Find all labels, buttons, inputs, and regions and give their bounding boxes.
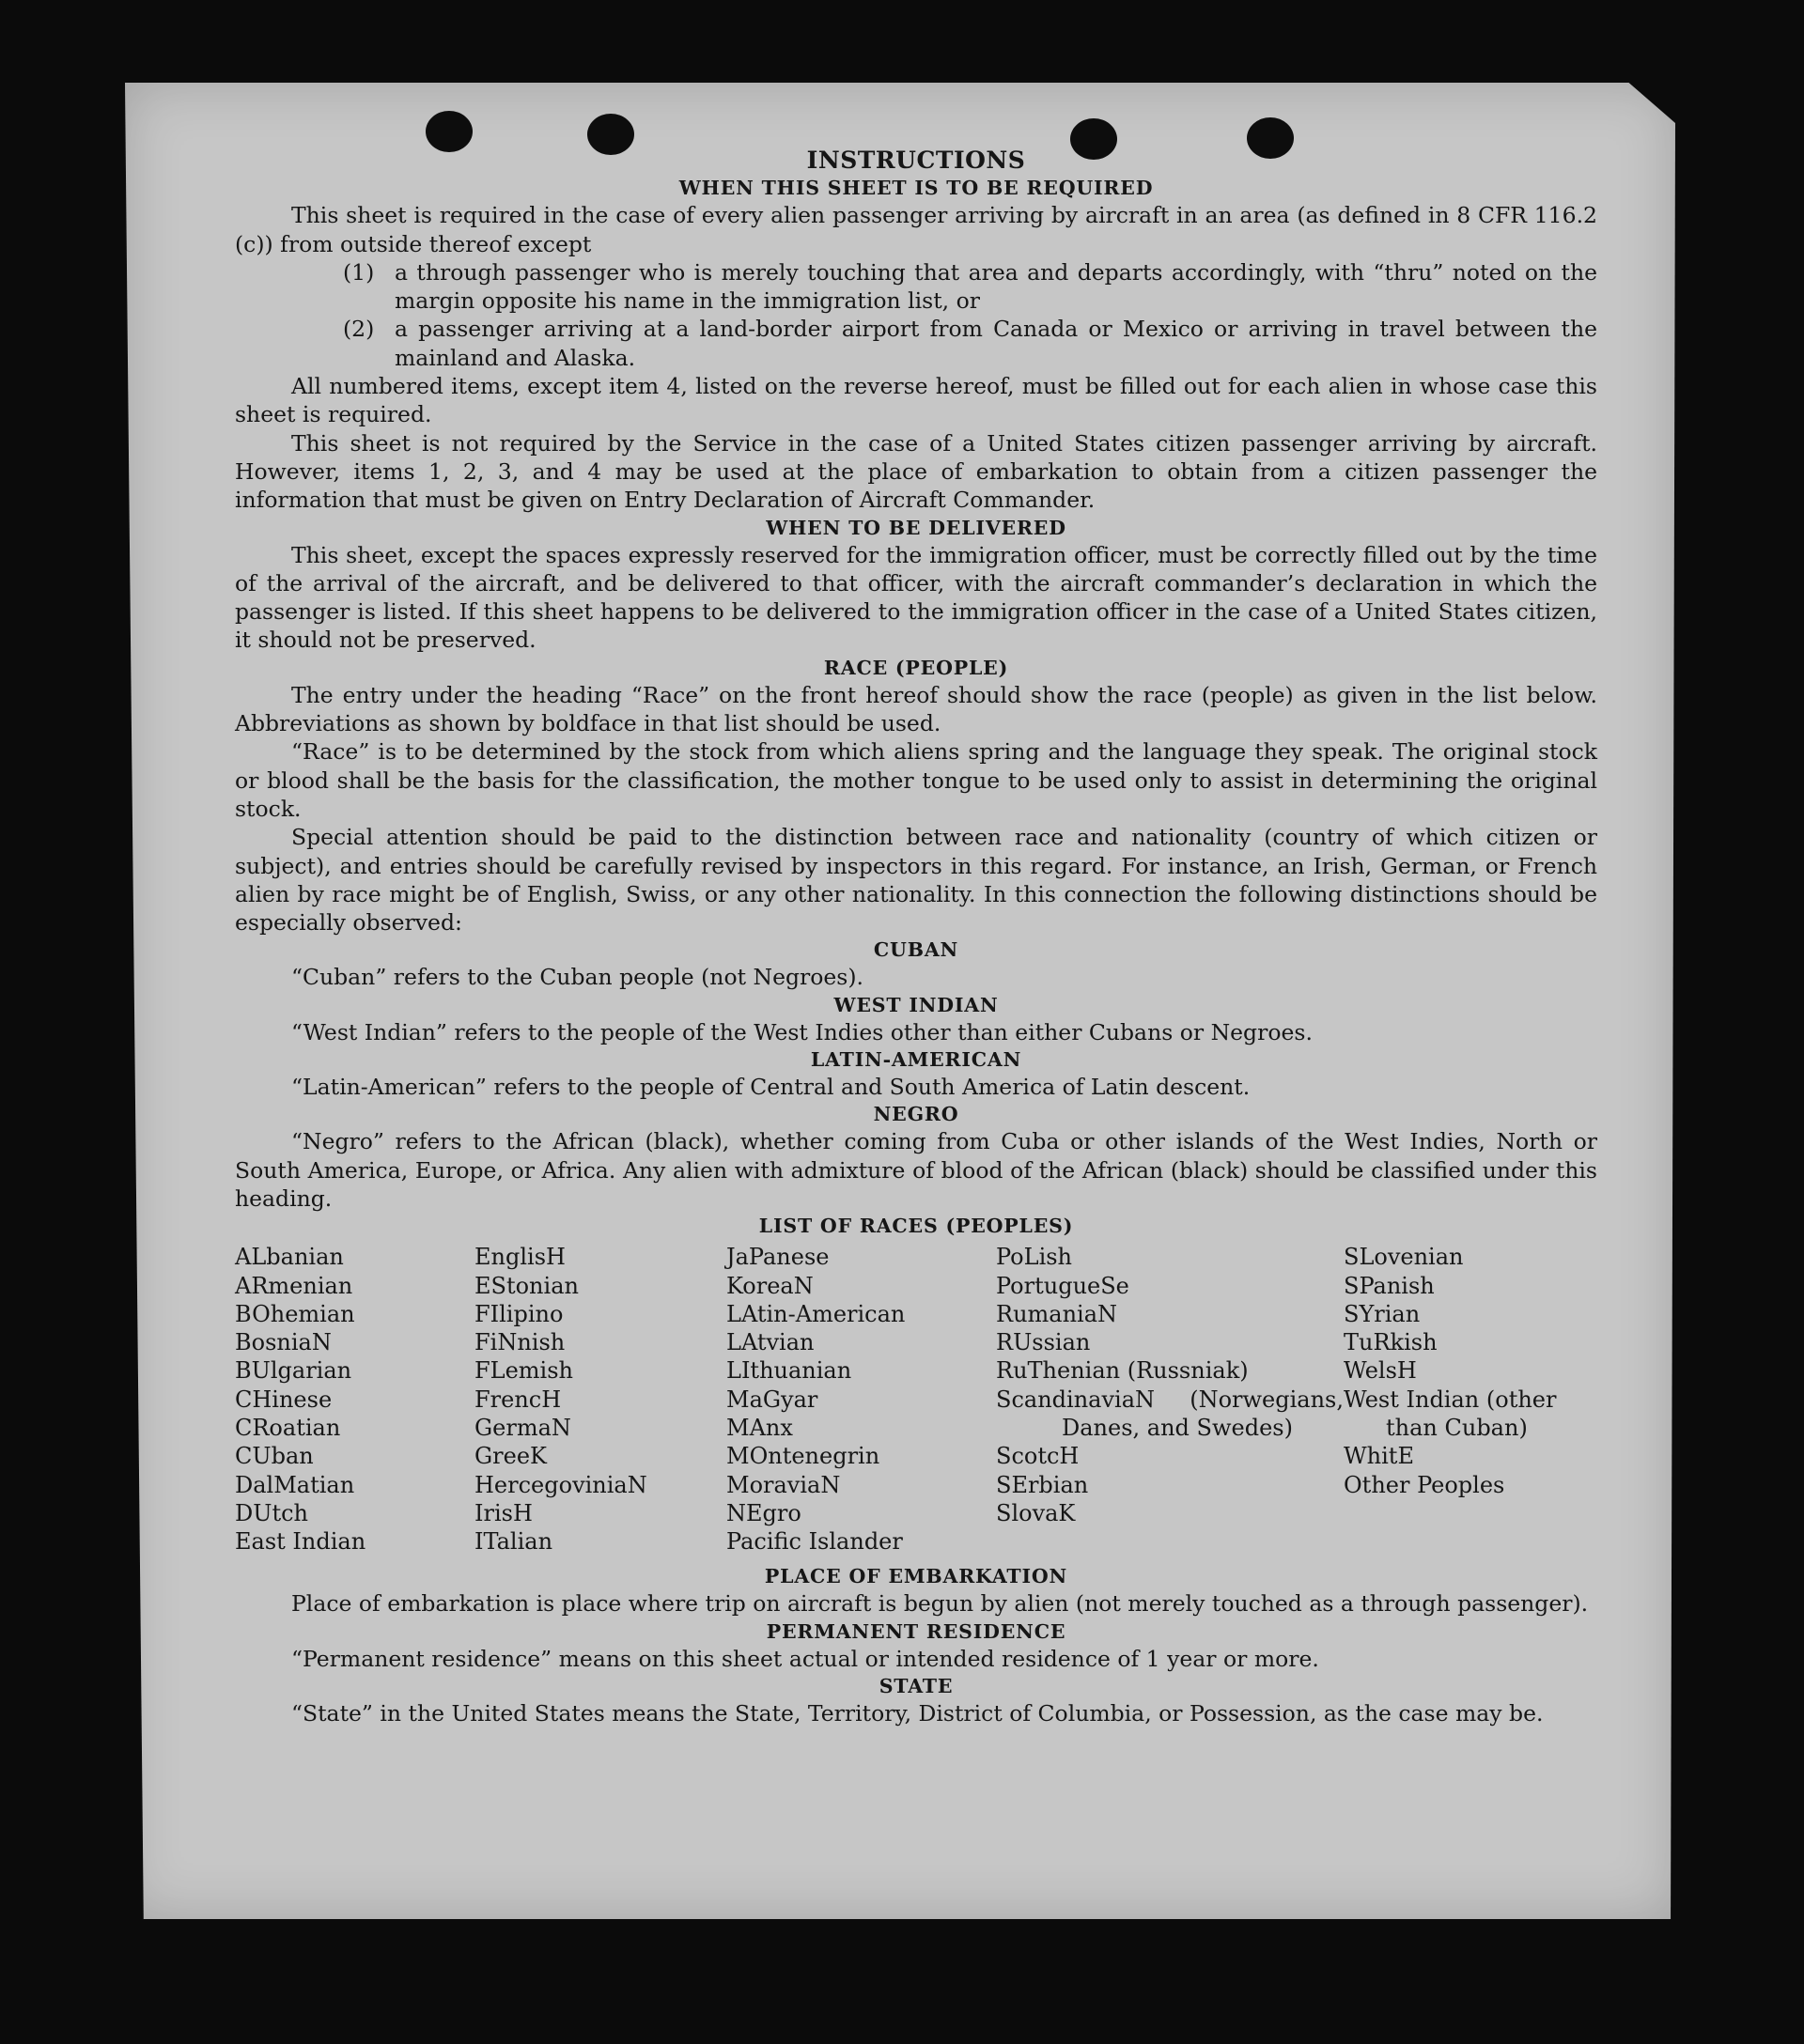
paragraph: This sheet is required in the case of every alien passenger arriving by aircraft in an area (as defined in 8 CFR 116.2 (c)) from outside thereof except (235, 202, 1597, 257)
race-entry: CUban (235, 1443, 314, 1470)
race-entry: JaPanese (726, 1244, 830, 1271)
race-entry: BOhemian (235, 1300, 355, 1327)
race-entry: TuRkish (1344, 1329, 1438, 1356)
race-entry: SLovenian (1344, 1244, 1464, 1271)
race-entry: BUlgarian (235, 1357, 352, 1385)
race-entry: FLemish (474, 1357, 573, 1385)
race-entry: RuThenian (Russniak) (996, 1357, 1249, 1385)
section-heading: LATIN-AMERICAN (810, 1048, 1022, 1072)
section-heading: WHEN THIS SHEET IS TO BE REQUIRED (678, 177, 1154, 200)
paragraph: Special attention should be paid to the distinction between race and nationality (country of which citizen or subject), and entries should be carefully revised by inspectors in this regard. For instance, an Irish, German, or French alien by race might be of English, Swiss, or any other nationality. In this connection the following distinctions should be especially observed: (235, 824, 1597, 937)
section-heading: NEGRO (873, 1103, 959, 1126)
section-heading: WHEN TO BE DELIVERED (766, 516, 1066, 539)
race-entry: MOntenegrin (726, 1443, 880, 1470)
race-list (235, 1243, 1597, 1556)
page-title: INSTRUCTIONS (806, 147, 1026, 174)
race-entry: NEgro (726, 1499, 801, 1526)
race-entry: GreeK (474, 1443, 547, 1470)
race-entry: IrisH (474, 1499, 533, 1526)
race-entry: Other Peoples (1344, 1471, 1505, 1498)
section-heading: PLACE OF EMBARKATION (764, 1565, 1068, 1588)
race-entry: WelsH (1344, 1357, 1417, 1385)
race-entry: ITalian (474, 1528, 553, 1556)
paragraph: Place of embarkation is place where trip on aircraft is begun by alien (not merely touched as a through passenger). (291, 1590, 1589, 1618)
race-entry: WhitE (1344, 1443, 1414, 1470)
item-text: a passenger arriving at a land-border airport from Canada or Mexico or arriving in travel between the mainland and Alaska. (395, 316, 1597, 371)
paragraph: “Negro” refers to the African (black), whether coming from Cuba or other islands of the West Indies, North or South America, Europe, or Africa. Any alien with admixture of blood of the African (black) should be classified under this heading. (235, 1128, 1597, 1212)
race-entry: RUssian (996, 1329, 1091, 1356)
race-entry: DalMatian (235, 1471, 355, 1498)
race-column (1344, 1243, 1597, 1556)
section-heading: LIST OF RACES (PEOPLES) (758, 1215, 1074, 1238)
race-entry: MAnx (726, 1414, 793, 1441)
paragraph: This sheet is not required by the Service in the case of a United States citizen passenger arriving by aircraft. However, items 1, 2, 3, and 4 may be used at the place of embarkation to obtain from a citizen passenger the information that must be given on Entry Declaration of Aircraft Commander. (235, 429, 1597, 514)
paragraph: This sheet, except the spaces expressly reserved for the immigration officer, must be correctly filled out by the time of the arrival of the aircraft, and be delivered to that officer, with the aircraft commander’s declaration in which the passenger is listed. If this sheet happens to be delivered to the immigration officer in the case of a United States citizen, it should not be preserved. (235, 541, 1597, 654)
section-heading: WEST INDIAN (833, 993, 999, 1016)
instructions-text (235, 147, 1597, 1727)
paragraph: All numbered items, except item 4, listed on the reverse hereof, must be filled out for each alien in whose case this sheet is required. (235, 373, 1597, 428)
paragraph: “Latin-American” refers to the people of Central and South America of Latin descent. (291, 1074, 1251, 1101)
race-entry: PoLish (996, 1244, 1073, 1271)
race-entry: LAtin-American (726, 1300, 906, 1327)
section-heading: STATE (879, 1675, 954, 1698)
race-entry: West Indian (other than Cuban) (1344, 1386, 1557, 1441)
race-entry: ScandinaviaN (Norwegians, Danes, and Swedes) (996, 1386, 1344, 1441)
race-entry: EnglisH (474, 1244, 566, 1271)
race-column (726, 1243, 996, 1556)
race-entry: ARmenian (235, 1272, 353, 1299)
race-entry: MoraviaN (726, 1471, 841, 1498)
race-column (474, 1243, 726, 1556)
paragraph: “Race” is to be determined by the stock from which aliens spring and the language they speak. The original stock or blood shall be the basis for the classification, the mother tongue to be used only to assist in determining the original stock. (235, 738, 1597, 822)
race-entry: SYrian (1344, 1300, 1421, 1327)
race-entry: BosniaN (235, 1329, 332, 1356)
race-entry: Pacific Islander (726, 1528, 903, 1556)
section-heading: RACE (PEOPLE) (823, 656, 1009, 679)
race-entry: MaGyar (726, 1386, 818, 1413)
race-entry: RumaniaN (996, 1300, 1118, 1327)
race-column (996, 1243, 1344, 1556)
race-entry: SlovaK (996, 1499, 1076, 1526)
race-entry: SPanish (1344, 1272, 1435, 1299)
race-entry: GermaN (474, 1414, 571, 1441)
race-entry: DUtch (235, 1499, 309, 1526)
item-text: a through passenger who is merely touching that area and departs accordingly, with “thru” noted on the margin opposite his name in the immigration list, or (395, 258, 1597, 315)
paragraph: “Permanent residence” means on this sheet actual or intended residence of 1 year or more. (291, 1645, 1319, 1672)
item-number: (2) (343, 316, 375, 343)
race-entry: FIlipino (474, 1300, 564, 1327)
race-entry: SErbian (996, 1471, 1089, 1498)
race-entry: ScotcH (996, 1443, 1080, 1470)
numbered-item (235, 315, 1597, 372)
race-entry: FrencH (474, 1386, 562, 1413)
race-entry: FiNnish (474, 1329, 566, 1356)
race-entry: LIthuanian (726, 1357, 852, 1385)
race-entry: HercegoviniaN (474, 1471, 647, 1498)
section-heading: CUBAN (873, 938, 959, 962)
paragraph: “Cuban” refers to the Cuban people (not Negroes). (291, 964, 864, 991)
paragraph: “State” in the United States means the State, Territory, District of Columbia, or Possession, as the case may be. (291, 1700, 1544, 1727)
race-entry: CRoatian (235, 1414, 341, 1441)
race-entry: KoreaN (726, 1272, 814, 1299)
paragraph: The entry under the heading “Race” on the front hereof should show the race (people) as given in the list below. Abbreviations as shown by boldface in that list should be used. (235, 681, 1597, 737)
race-entry: CHinese (235, 1386, 333, 1413)
race-entry: LAtvian (726, 1329, 815, 1356)
race-entry: ALbanian (235, 1244, 344, 1271)
paragraph: “West Indian” refers to the people of the West Indies other than either Cubans or Negroes. (291, 1018, 1313, 1045)
race-entry: EStonian (474, 1272, 579, 1299)
section-heading: PERMANENT RESIDENCE (766, 1619, 1066, 1643)
numbered-item (235, 258, 1597, 316)
race-column (235, 1243, 474, 1556)
item-number: (1) (343, 258, 375, 286)
race-entry: PortugueSe (996, 1272, 1129, 1299)
race-entry: East Indian (235, 1528, 366, 1556)
